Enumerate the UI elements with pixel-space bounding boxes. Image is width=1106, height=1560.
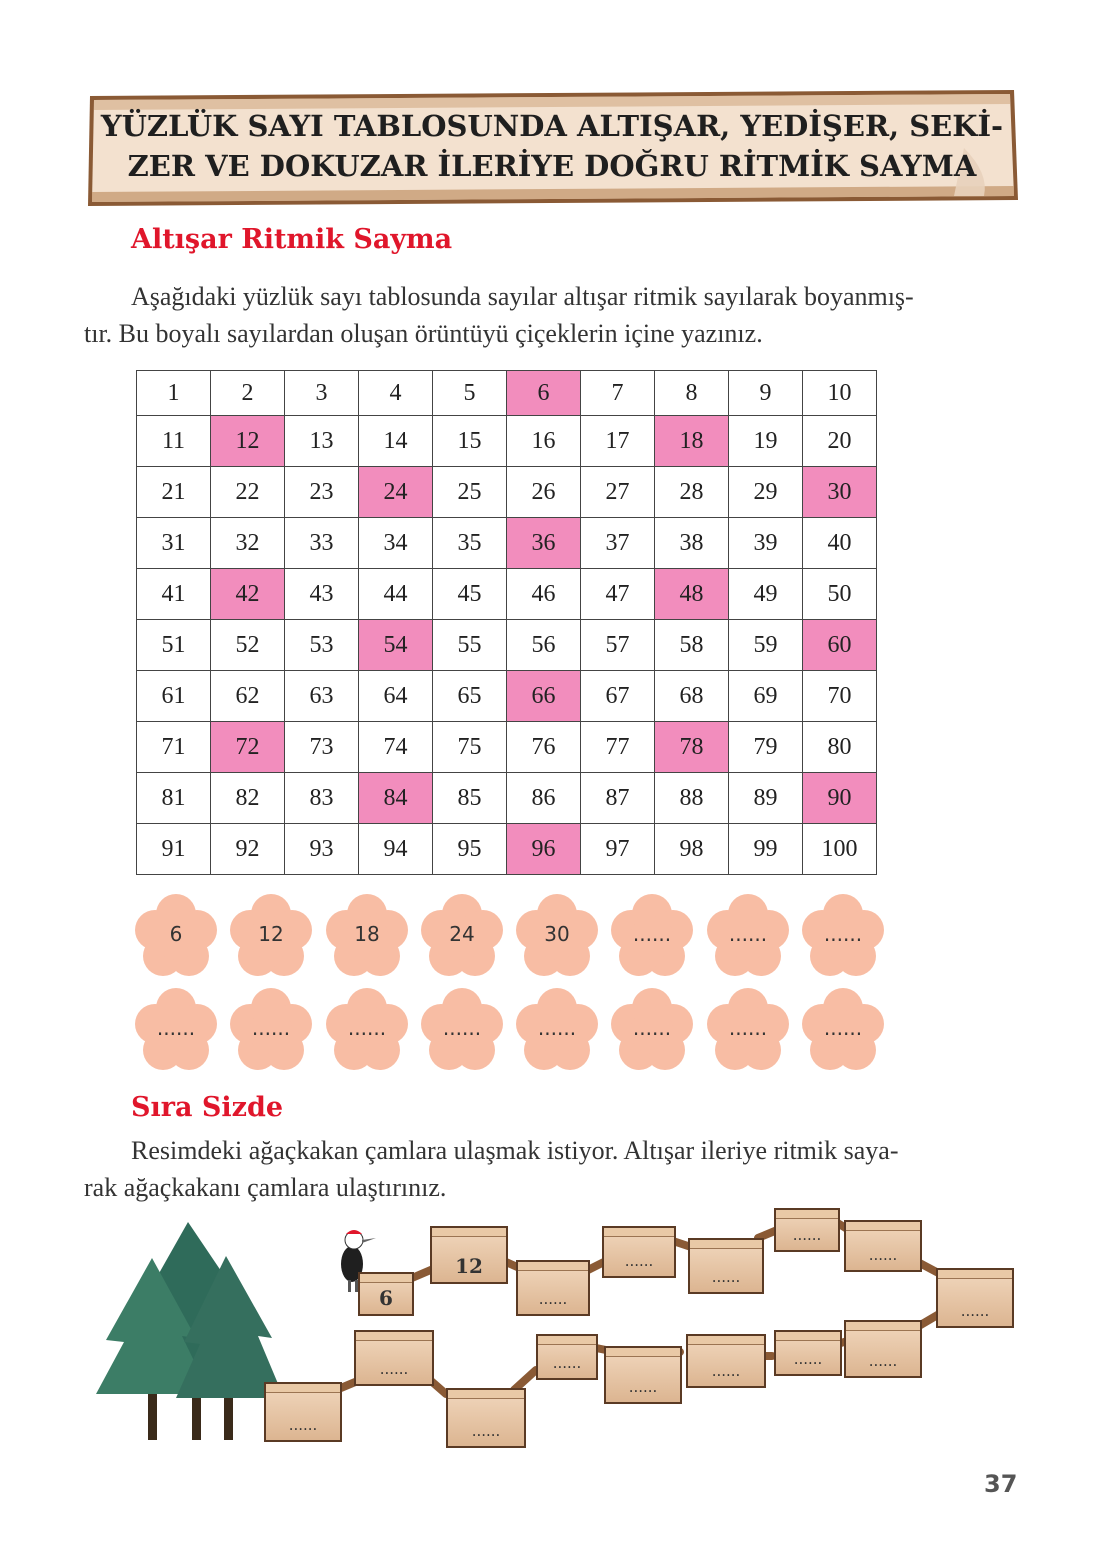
table-cell: 23 [285,467,359,518]
table-cell: 42 [211,569,285,620]
table-cell: 59 [729,620,803,671]
table-cell: 32 [211,518,285,569]
path-box-value: ...... [628,1378,658,1396]
table-cell: 99 [729,824,803,875]
table-cell: 55 [433,620,507,671]
table-cell: 48 [655,569,729,620]
table-cell: 92 [211,824,285,875]
table-cell: 66 [507,671,581,722]
path-box[interactable] [774,1208,840,1252]
flower-value: ...... [632,1016,672,1040]
table-cell: 18 [655,416,729,467]
table-cell: 70 [803,671,877,722]
flower-value: ...... [442,1016,482,1040]
section-title-sira-sizde: Sıra Sizde [131,1092,284,1123]
table-cell: 77 [581,722,655,773]
path-box[interactable] [604,1346,682,1404]
flower-value: ...... [823,922,863,946]
path-box-value: ...... [538,1290,568,1308]
table-cell: 97 [581,824,655,875]
path-box[interactable] [688,1238,764,1294]
path-box-value: ...... [552,1354,582,1372]
table-cell: 63 [285,671,359,722]
table-cell: 41 [137,569,211,620]
table-cell: 6 [507,371,581,416]
path-box-value: ...... [379,1360,409,1378]
path-box-value: ...... [711,1268,741,1286]
path-box-value: ...... [471,1422,501,1440]
path-box-value: ...... [624,1252,654,1270]
banner-line-2: ZER VE DOKUZAR İLERİYE DOĞRU RİTMİK SAYMA [127,149,977,183]
table-cell: 72 [211,722,285,773]
path-box[interactable] [844,1320,922,1378]
table-cell: 88 [655,773,729,824]
path-box-value: 6 [379,1286,393,1310]
flower-value: ...... [728,1016,768,1040]
table-cell: 50 [803,569,877,620]
instruction-line-1: Aşağıdaki yüzlük sayı tablosunda sayılar altışar ritmik sayılarak boyanmış- [131,282,914,311]
table-cell: 28 [655,467,729,518]
path-box[interactable] [430,1226,508,1284]
table-cell: 90 [803,773,877,824]
table-cell: 39 [729,518,803,569]
table-cell: 74 [359,722,433,773]
table-cell: 60 [803,620,877,671]
table-cell: 19 [729,416,803,467]
table-cell: 5 [433,371,507,416]
table-cell: 7 [581,371,655,416]
table-cell: 20 [803,416,877,467]
table-cell: 80 [803,722,877,773]
path-box[interactable] [516,1260,590,1316]
table-cell: 27 [581,467,655,518]
table-cell: 45 [433,569,507,620]
table-cell: 37 [581,518,655,569]
table-cell: 44 [359,569,433,620]
table-cell: 1 [137,371,211,416]
table-cell: 58 [655,620,729,671]
flower-value: 6 [169,922,183,946]
table-cell: 79 [729,722,803,773]
table-cell: 8 [655,371,729,416]
table-cell: 34 [359,518,433,569]
table-cell: 33 [285,518,359,569]
table-cell: 22 [211,467,285,518]
flower-value: ...... [537,1016,577,1040]
table-cell: 49 [729,569,803,620]
path-box[interactable] [936,1268,1014,1328]
flower-value: 30 [544,922,570,946]
table-cell: 73 [285,722,359,773]
table-cell: 46 [507,569,581,620]
path-box-value: ...... [792,1226,822,1244]
table-cell: 87 [581,773,655,824]
path-box-value: ...... [960,1302,990,1320]
table-cell: 38 [655,518,729,569]
table-cell: 13 [285,416,359,467]
path-box-value: ...... [793,1350,823,1368]
table-cell: 21 [137,467,211,518]
section-title-altisar: Altışar Ritmik Sayma [131,224,453,255]
path-box-value: ...... [868,1246,898,1264]
flower-value: ...... [728,922,768,946]
table-cell: 95 [433,824,507,875]
page-number: 37 [984,1470,1018,1498]
table-cell: 61 [137,671,211,722]
table-cell: 65 [433,671,507,722]
table-cell: 17 [581,416,655,467]
flower-value: ...... [632,922,672,946]
path-box[interactable] [844,1220,922,1272]
table-cell: 43 [285,569,359,620]
table-cell: 91 [137,824,211,875]
table-cell: 29 [729,467,803,518]
table-cell: 76 [507,722,581,773]
table-cell: 26 [507,467,581,518]
table-cell: 67 [581,671,655,722]
path-box[interactable] [774,1330,842,1376]
table-cell: 98 [655,824,729,875]
table-cell: 96 [507,824,581,875]
flower-value: ...... [156,1016,196,1040]
table-cell: 62 [211,671,285,722]
table-cell: 64 [359,671,433,722]
table-cell: 52 [211,620,285,671]
instruction-line-3: Resimdeki ağaçkakan çamlara ulaşmak istiyor. Altışar ileriye ritmik saya- [131,1136,899,1165]
table-cell: 2 [211,371,285,416]
table-cell: 24 [359,467,433,518]
table-cell: 15 [433,416,507,467]
table-cell: 10 [803,371,877,416]
path-box[interactable] [602,1226,676,1278]
table-cell: 84 [359,773,433,824]
table-cell: 68 [655,671,729,722]
table-cell: 81 [137,773,211,824]
table-cell: 100 [803,824,877,875]
table-cell: 12 [211,416,285,467]
table-cell: 11 [137,416,211,467]
table-cell: 57 [581,620,655,671]
table-cell: 94 [359,824,433,875]
path-box[interactable] [358,1272,414,1316]
table-cell: 85 [433,773,507,824]
path-box-value: ...... [288,1416,318,1434]
table-cell: 36 [507,518,581,569]
table-cell: 9 [729,371,803,416]
table-cell: 16 [507,416,581,467]
flower-value: 24 [449,922,475,946]
path-box[interactable] [686,1334,766,1388]
flower-value: ...... [251,1016,291,1040]
table-cell: 56 [507,620,581,671]
path-box[interactable] [536,1334,598,1380]
flower-value: ...... [823,1016,863,1040]
table-cell: 14 [359,416,433,467]
table-cell: 89 [729,773,803,824]
table-cell: 54 [359,620,433,671]
flower-value: ...... [347,1016,387,1040]
table-cell: 51 [137,620,211,671]
table-cell: 4 [359,371,433,416]
table-cell: 78 [655,722,729,773]
path-box-value: ...... [711,1362,741,1380]
path-box[interactable] [264,1382,342,1442]
table-cell: 47 [581,569,655,620]
instruction-line-2: tır. Bu boyalı sayılardan oluşan örüntüyü çiçeklerin içine yazınız. [84,319,763,348]
table-cell: 75 [433,722,507,773]
table-cell: 82 [211,773,285,824]
table-cell: 40 [803,518,877,569]
table-cell: 35 [433,518,507,569]
path-box-value: ...... [868,1352,898,1370]
instruction-line-4: rak ağaçkakanı çamlara ulaştırınız. [84,1173,447,1202]
path-box[interactable] [446,1388,526,1448]
table-cell: 30 [803,467,877,518]
flower-value: 12 [258,922,284,946]
table-cell: 93 [285,824,359,875]
table-cell: 83 [285,773,359,824]
table-cell: 25 [433,467,507,518]
table-cell: 69 [729,671,803,722]
table-cell: 3 [285,371,359,416]
table-cell: 53 [285,620,359,671]
table-cell: 86 [507,773,581,824]
flower-value: 18 [354,922,380,946]
table-cell: 31 [137,518,211,569]
banner-line-1: YÜZLÜK SAYI TABLOSUNDA ALTIŞAR, YEDİŞER, SEKİ- [100,109,1004,143]
path-box-value: 12 [455,1254,483,1278]
path-box[interactable] [354,1330,434,1386]
table-cell: 71 [137,722,211,773]
